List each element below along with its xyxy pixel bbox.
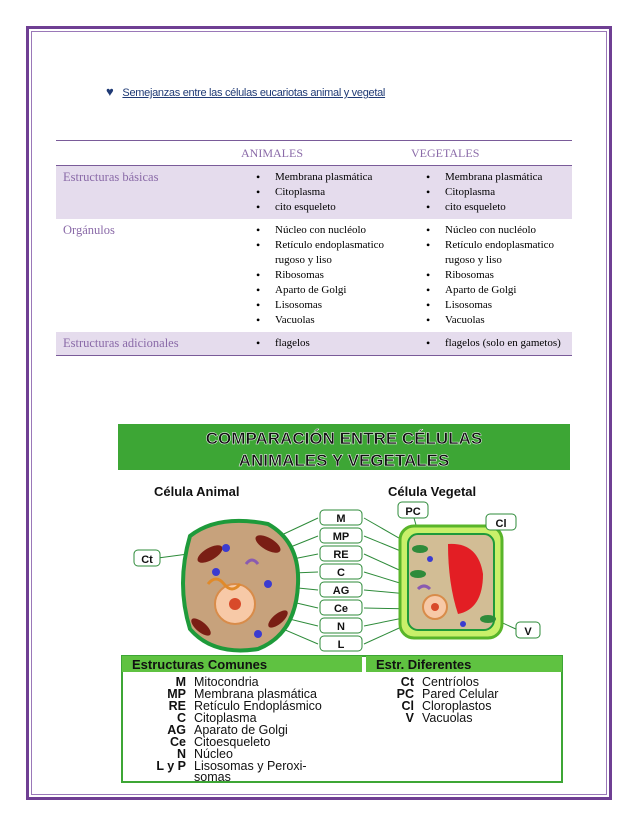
cell-comparison-figure [118,424,570,784]
table-header-row [56,141,572,166]
label-mp: MP [332,531,350,543]
common-abbr: AG [167,723,186,737]
list-item: • Citoplasma [445,185,572,200]
list-item: • Lisosomas [445,298,572,313]
list-item: • flagelos (solo en gametos) [445,336,572,351]
plant-cell-diagram [400,526,502,638]
list-item: • Ribosomas [445,268,572,283]
label-ce: Ce [333,603,349,615]
list-item: • cito esqueleto [445,200,572,215]
header-animales: ANIMALES [241,141,411,166]
common-title: Estructuras Comunes [132,657,268,672]
diff-abbr: Cl [401,699,414,713]
common-abbr: RE [168,699,186,713]
list-item: • Ribosomas [275,268,411,283]
plant-cell-title: Célula Vegetal [388,484,477,499]
common-name: Núcleo [194,747,233,761]
common-name: Mitocondria [194,675,259,689]
list-item: • Aparto de Golgi [445,283,572,298]
diff-title: Estr. Diferentes [376,657,472,672]
diff-abbr: PC [396,687,414,701]
common-abbr: M [175,675,186,689]
table-row [56,219,572,332]
table-row [56,166,572,220]
common-name: Citoplasma [194,711,257,725]
header-empty [56,141,241,166]
diff-name: Centríolos [422,675,479,689]
diff-name: Vacuolas [422,711,473,725]
common-name: Citoesqueleto [194,735,271,749]
comparison-table [56,140,572,356]
vegetal-cell [411,219,572,332]
common-name-continued: somas [194,770,231,784]
label-cl: Cl [495,518,507,530]
diff-name: Cloroplastos [422,699,492,713]
list-item: • Membrana plasmática [275,170,411,185]
common-abbr: L y P [156,759,186,773]
label-v: V [524,626,532,638]
vegetal-cell [411,332,572,356]
list-item: • Membrana plasmática [445,170,572,185]
label-ag: AG [332,585,350,597]
section-heading [106,84,385,99]
animal-cell [241,166,411,220]
list-item: • Retículo endoplasmatico rugoso y liso [275,238,411,268]
legend-box [122,656,562,784]
vegetal-cell [411,166,572,220]
common-abbr: MP [167,687,186,701]
animal-cell-diagram [183,521,298,651]
list-item: • Vacuolas [275,313,411,328]
heart-bullet-icon: ♥ [106,84,114,99]
animal-cell [241,219,411,332]
list-item: • flagelos [275,336,411,351]
row-label: Orgánulos [63,223,115,237]
list-item: • Citoplasma [275,185,411,200]
list-item: • Lisosomas [275,298,411,313]
common-name: Retículo Endoplásmico [194,699,322,713]
list-item: • Núcleo con nucléolo [445,223,572,238]
common-abbr: Ce [170,735,186,749]
diff-name: Pared Celular [422,687,499,701]
label-m: M [336,513,346,525]
animal-cell [241,332,411,356]
label-re: RE [333,549,349,561]
heading-text: Semejanzas entre las células eucariotas animal y vegetal [122,87,386,99]
common-abbr: N [176,747,186,761]
list-item: • cito esqueleto [275,200,411,215]
list-item: • Aparto de Golgi [275,283,411,298]
banner-line-2: ANIMALES Y VEGETALES [238,451,450,470]
table-row [56,332,572,356]
list-item: • Vacuolas [445,313,572,328]
row-label: Estructuras adicionales [56,332,241,356]
diff-abbr: Ct [400,675,414,689]
label-ct: Ct [141,554,153,566]
list-item: • Núcleo con nucléolo [275,223,411,238]
common-name: Membrana plasmática [194,687,317,701]
list-item: • Retículo endoplasmatico rugoso y liso [445,238,572,268]
label-c: C [337,567,345,579]
animal-cell-title: Célula Animal [154,484,240,499]
common-abbr: C [176,711,186,725]
banner-line-1: COMPARACIÓN ENTRE CÉLULAS [205,429,483,448]
header-vegetales: VEGETALES [411,141,572,166]
common-name: Aparato de Golgi [194,723,288,737]
row-label: Estructuras básicas [56,166,241,220]
label-pc: PC [405,506,421,518]
common-name: Lisosomas y Peroxi- [194,759,307,773]
diff-abbr: V [405,711,414,725]
label-n: N [337,621,345,633]
label-l: L [337,639,345,651]
